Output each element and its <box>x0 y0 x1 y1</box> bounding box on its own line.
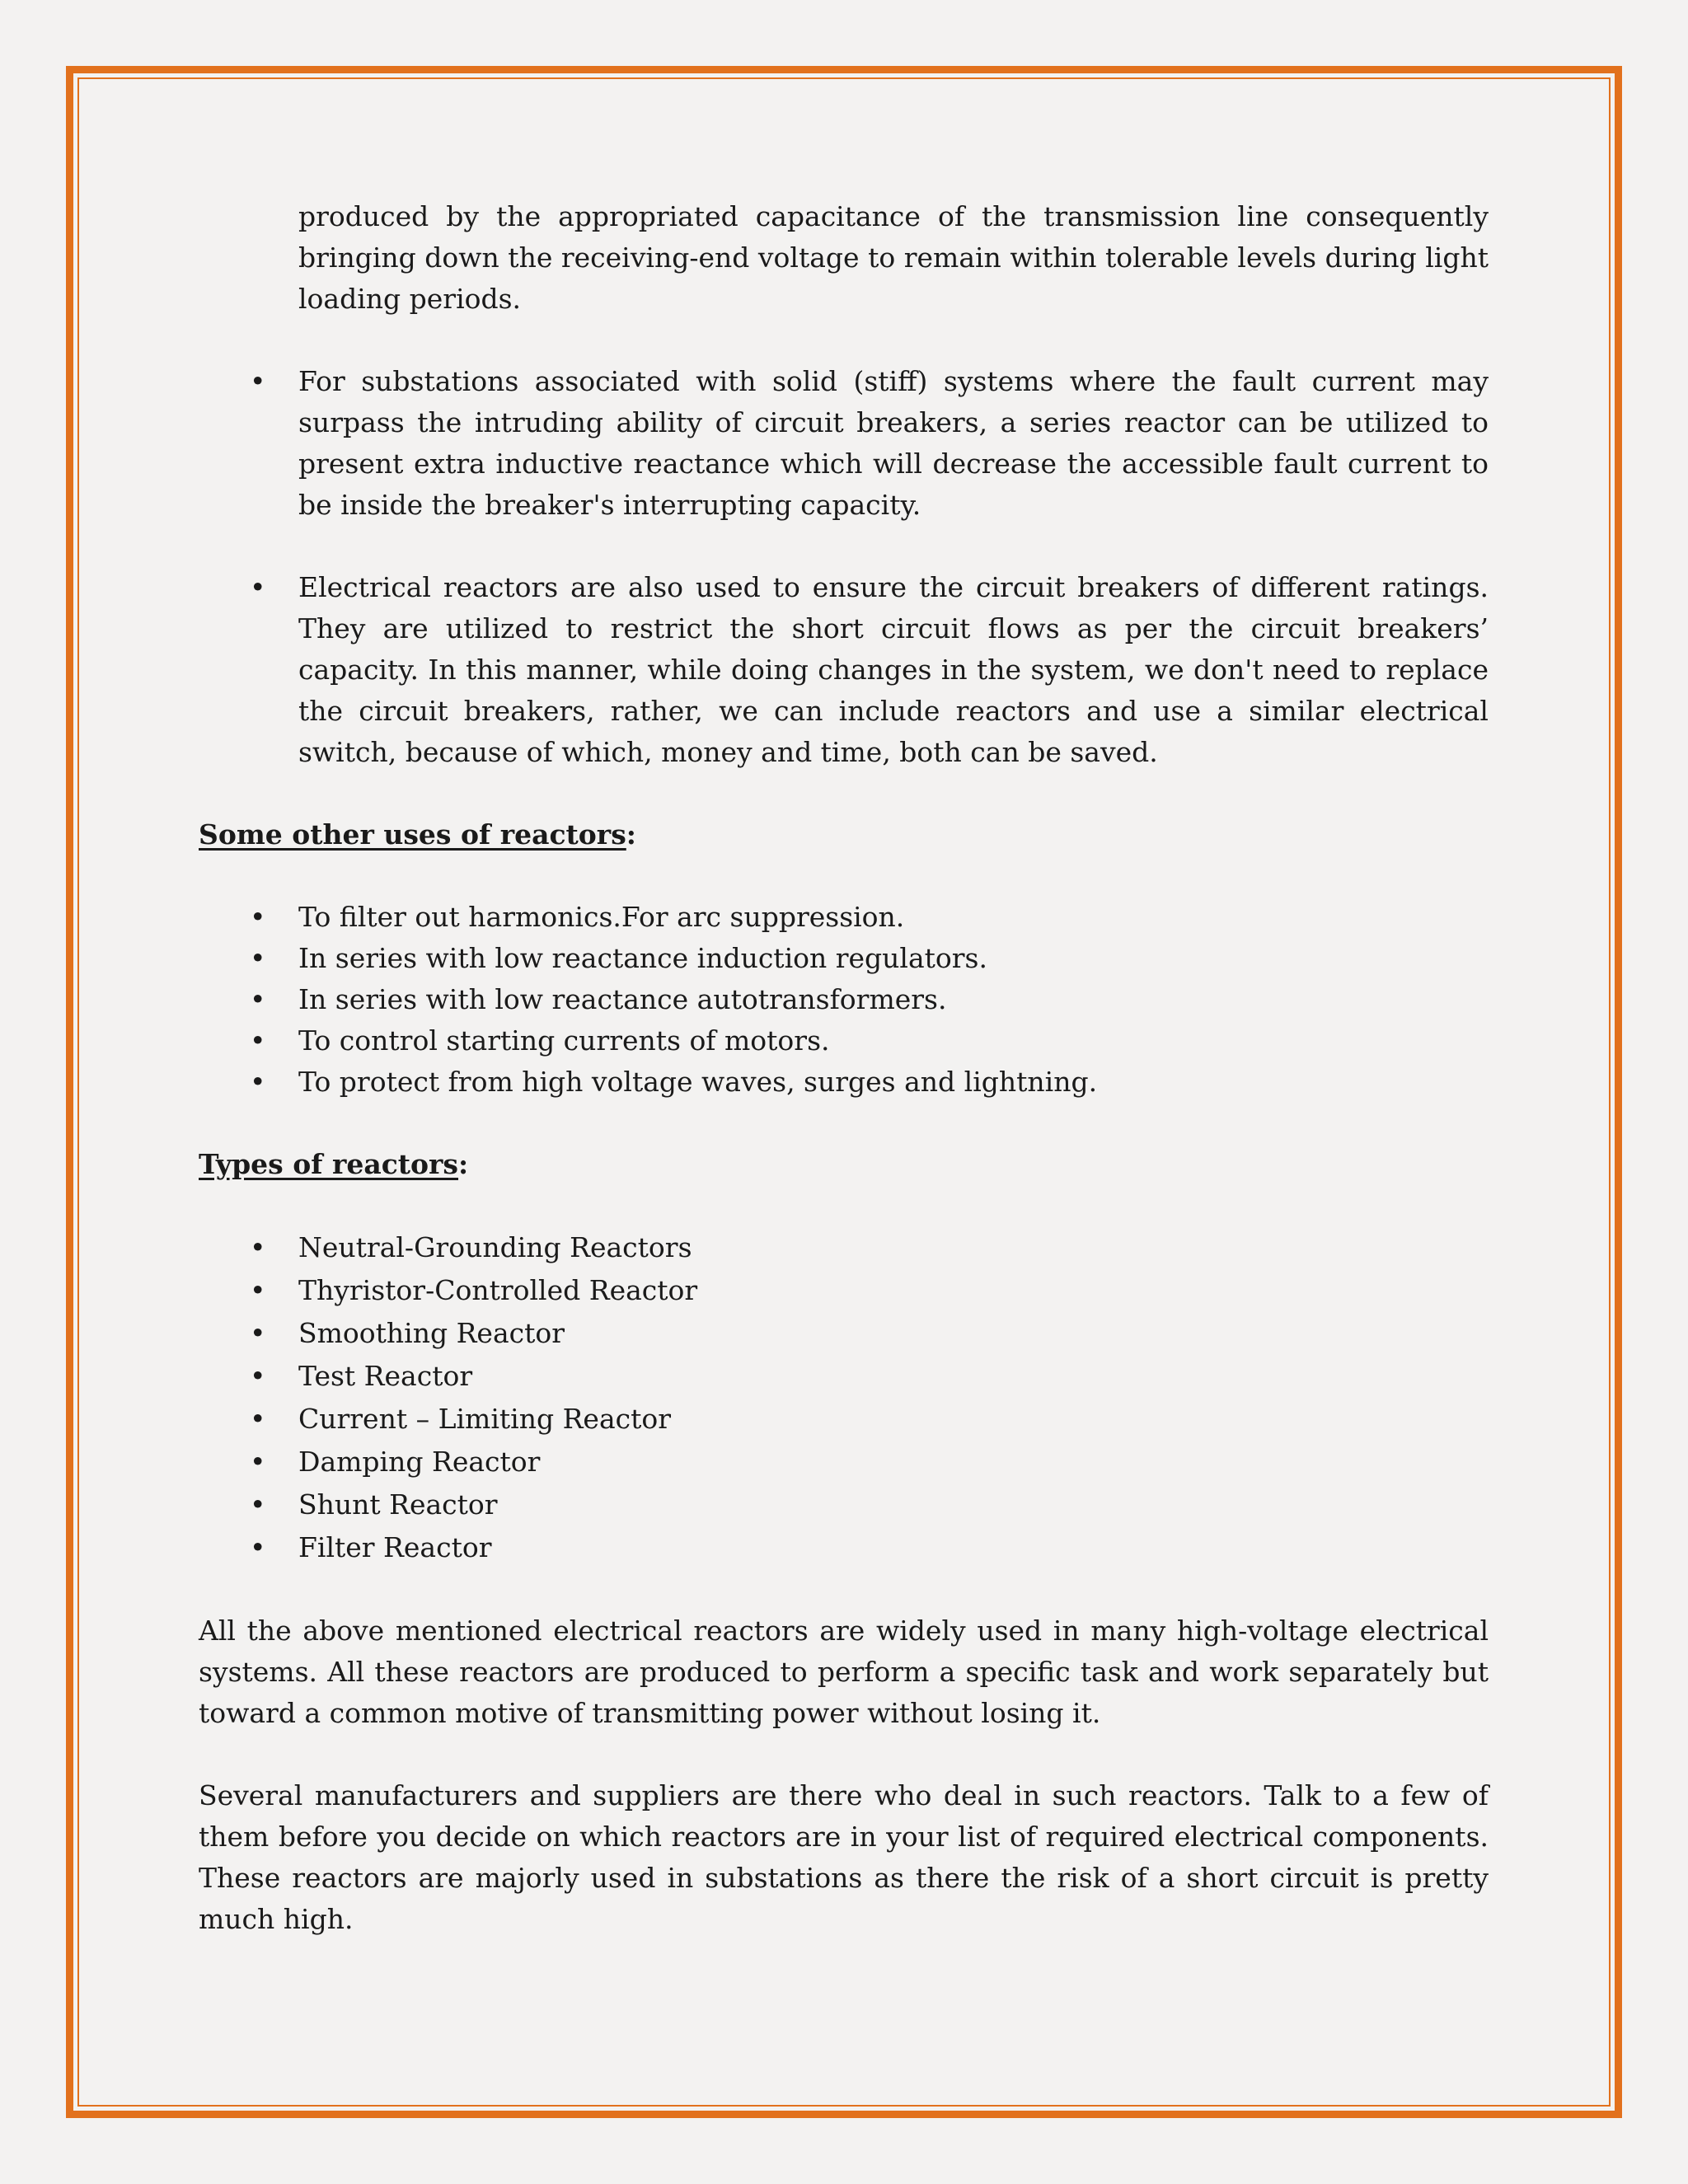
list-item: • Shunt Reactor <box>199 1483 1489 1526</box>
list-item: • Electrical reactors are also used to ensure the circuit breakers of different ratings. They are utilized to restrict the short circuit flows as per the circuit breakers’ capacity. In this manner, while doing changes in the system, we don't need to replace the circuit breakers, rather, we can include reactors and use a similar electrical switch, because of which, money and time, both can be saved. <box>199 567 1489 773</box>
bullet-icon: • <box>250 365 266 397</box>
closing-paragraph-1: All the above mentioned electrical reactors are widely used in many high-voltage electrical systems. All these reactors are produced to perform a specific task and work separately but toward a common motive of transmitting power without losing it. <box>199 1615 1489 1729</box>
bullet-icon: • <box>250 1531 266 1563</box>
list-item: • To control starting currents of motors. <box>199 1020 1489 1062</box>
bullet-icon: • <box>250 1488 266 1521</box>
other-uses-heading: Some other uses of reactors: <box>199 818 636 851</box>
bullet-icon: • <box>250 942 266 974</box>
list-item: • To protect from high voltage waves, surges and lightning. <box>199 1062 1489 1103</box>
bullet-icon: • <box>250 1403 266 1435</box>
other-uses-list <box>199 897 1489 1103</box>
list-item: • Test Reactor <box>199 1355 1489 1398</box>
list-item: • In series with low reactance autotransformers. <box>199 979 1489 1020</box>
bullet-icon: • <box>250 1360 266 1392</box>
bullet-icon: • <box>250 571 266 603</box>
bullet-icon: • <box>250 1274 266 1306</box>
list-item: • Thyristor-Controlled Reactor <box>199 1269 1489 1312</box>
bullet-icon: • <box>250 1446 266 1478</box>
list-item: • Neutral-Grounding Reactors <box>199 1226 1489 1269</box>
bullet-icon: • <box>250 983 266 1015</box>
list-item: • Damping Reactor <box>199 1441 1489 1483</box>
list-item: • Smoothing Reactor <box>199 1312 1489 1355</box>
list-item: • For substations associated with solid (stiff) systems where the fault current may surpass the intruding ability of circuit breakers, a series reactor can be utilized to present extra inductive reactance which will decrease the accessible fault current to be inside the breaker's interrupting capacity. <box>199 361 1489 526</box>
bullet-icon: • <box>250 1066 266 1098</box>
list-item: • In series with low reactance induction regulators. <box>199 938 1489 979</box>
bullet-icon: • <box>250 1024 266 1057</box>
intro-bullet-list <box>199 361 1489 526</box>
list-item: • Filter Reactor <box>199 1526 1489 1569</box>
types-list <box>199 1226 1489 1569</box>
bullet-icon: • <box>250 1317 266 1349</box>
list-item: • To filter out harmonics.For arc suppression. <box>199 897 1489 938</box>
intro-bullet-list-2 <box>199 567 1489 773</box>
document-body <box>199 196 1489 1940</box>
continuation-paragraph: produced by the appropriated capacitance of the transmission line consequently bringing down the receiving-end voltage to remain within tolerable levels during light loading periods. <box>298 200 1489 315</box>
list-item: • Current – Limiting Reactor <box>199 1398 1489 1441</box>
types-heading: Types of reactors: <box>199 1148 469 1180</box>
closing-paragraph-2: Several manufacturers and suppliers are there who deal in such reactors. Talk to a few of them before you decide on which reactors are in your list of required electrical components. These reactors are majorly used in substations as there the risk of a short circuit is pretty much high. <box>199 1779 1489 1935</box>
bullet-icon: • <box>250 1231 266 1263</box>
bullet-icon: • <box>250 901 266 933</box>
